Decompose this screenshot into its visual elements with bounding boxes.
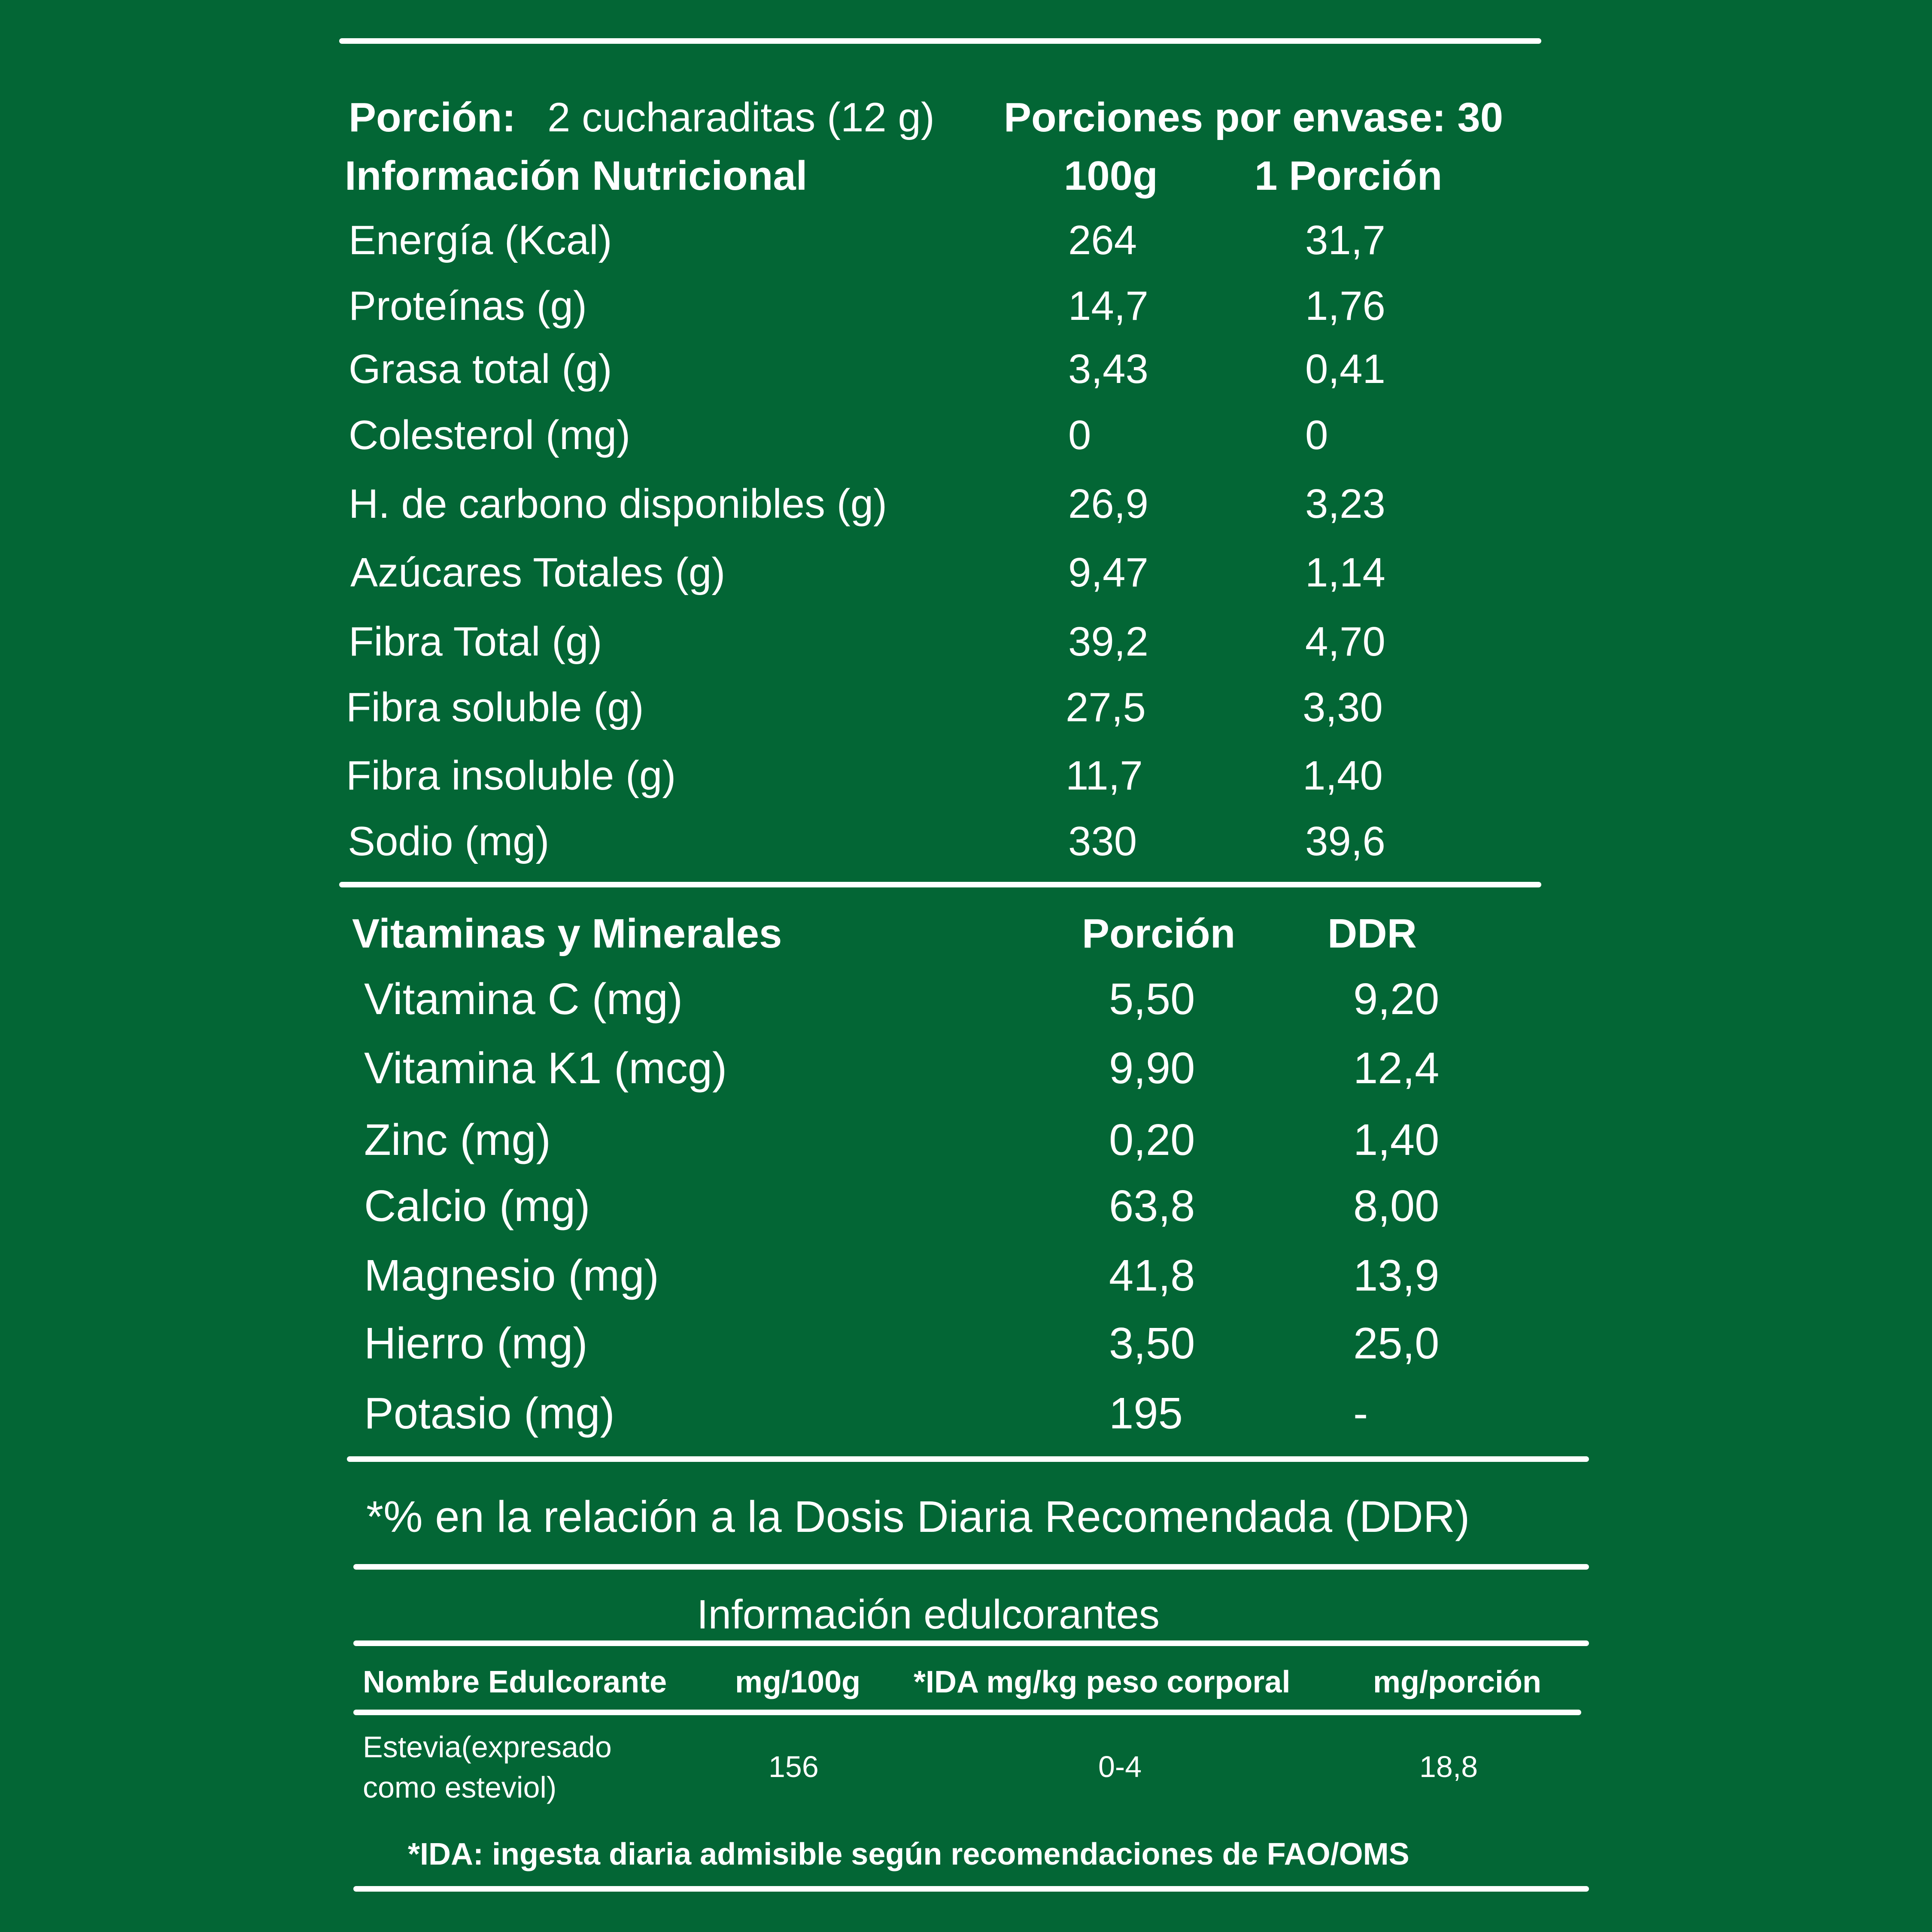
nutrient-name: Azúcares Totales (g) (350, 550, 726, 595)
nutrient-value-100g: 14,7 (1068, 283, 1148, 329)
portions-per-pack: Porciones por envase: 30 (1004, 94, 1504, 140)
vitamin-ddr: 9,20 (1353, 974, 1440, 1024)
nutrient-value-100g: 11,7 (1066, 753, 1143, 799)
sweetener-col-mg-portion: mg/porción (1373, 1665, 1541, 1699)
nutrient-value-100g: 330 (1068, 818, 1137, 864)
nutrient-name: Energía (Kcal) (349, 217, 612, 263)
sweetener-ida: 0-4 (1098, 1750, 1142, 1783)
vitamins-col-ddr: DDR (1327, 911, 1417, 957)
nutrient-value-100g: 0 (1068, 412, 1091, 458)
nutrient-value-100g: 39,2 (1068, 619, 1148, 665)
vitamin-name: Vitamina C (mg) (364, 974, 683, 1024)
vitamin-portion: 9,90 (1109, 1043, 1195, 1093)
vitamin-name: Vitamina K1 (mcg) (364, 1043, 727, 1093)
top-divider (339, 38, 1541, 44)
nutrition-col-portion: 1 Porción (1255, 153, 1443, 199)
nutrient-value-portion: 39,6 (1305, 818, 1385, 864)
sweetener-mg100g: 156 (769, 1750, 819, 1783)
vitamin-ddr: 25,0 (1353, 1318, 1440, 1368)
vitamin-ddr: - (1353, 1388, 1368, 1438)
vitamin-portion: 0,20 (1109, 1115, 1195, 1164)
nutrient-value-portion: 1,40 (1303, 753, 1383, 799)
sweetener-col-name: Nombre Edulcorante (363, 1665, 667, 1699)
sweetener-col-mg100g: mg/100g (735, 1665, 861, 1699)
ddr-note: *% en la relación a la Dosis Diaria Recomendada (DDR) (366, 1492, 1470, 1541)
nutrient-value-portion: 0 (1305, 412, 1328, 458)
ida-footnote: *IDA: ingesta diaria admisible según recomendaciones de FAO/OMS (408, 1837, 1410, 1871)
nutrient-value-100g: 3,43 (1068, 346, 1148, 392)
vitamin-name: Calcio (mg) (364, 1181, 590, 1230)
sweetener-name-line2: como esteviol) (363, 1771, 557, 1804)
vitamins-col-portion: Porción (1082, 911, 1236, 957)
vitamins-title: Vitaminas y Minerales (352, 911, 782, 957)
vitamin-ddr: 1,40 (1353, 1115, 1440, 1164)
nutrient-value-portion: 31,7 (1305, 217, 1385, 263)
nutrient-name: Sodio (mg) (348, 818, 550, 864)
vitamin-ddr: 8,00 (1353, 1181, 1440, 1230)
nutrient-name: Grasa total (g) (349, 346, 612, 392)
nutrient-value-portion: 1,14 (1305, 550, 1385, 595)
nutrient-name: Colesterol (mg) (349, 412, 631, 458)
vitamin-portion: 63,8 (1109, 1181, 1195, 1230)
sweeteners-title: Información edulcorantes (697, 1592, 1160, 1637)
nutrient-value-portion: 4,70 (1305, 619, 1385, 665)
vitamin-ddr: 13,9 (1353, 1251, 1440, 1300)
nutrient-name: Fibra Total (g) (349, 619, 602, 665)
sweetener-mg-portion: 18,8 (1419, 1750, 1478, 1783)
nutrient-value-portion: 0,41 (1305, 346, 1385, 392)
nutrient-value-100g: 27,5 (1066, 684, 1146, 730)
vitamin-portion: 41,8 (1109, 1251, 1195, 1300)
sweeteners-title-divider (353, 1640, 1589, 1646)
bottom-divider (353, 1886, 1589, 1892)
nutrient-value-portion: 3,23 (1305, 481, 1385, 527)
vitamin-portion: 3,50 (1109, 1318, 1195, 1368)
vitamin-name: Potasio (mg) (364, 1388, 615, 1438)
nutrition-col-100g: 100g (1064, 153, 1158, 199)
nutrient-name: Proteínas (g) (349, 283, 587, 329)
vitamin-name: Magnesio (mg) (364, 1251, 659, 1300)
sweetener-name-line1: Estevia(expresado (363, 1730, 612, 1764)
portion-label: Porción: (349, 94, 516, 140)
nutrition-divider (339, 882, 1541, 887)
nutrient-name: Fibra insoluble (g) (346, 753, 676, 799)
vitamin-name: Hierro (mg) (364, 1318, 588, 1368)
vitamins-divider (347, 1456, 1589, 1462)
portion-value: 2 cucharaditas (12 g) (547, 94, 935, 140)
vitamin-name: Zinc (mg) (364, 1115, 551, 1164)
sweeteners-header-divider (353, 1710, 1581, 1715)
vitamin-portion: 195 (1109, 1388, 1183, 1438)
sweeteners-top-divider (353, 1564, 1589, 1570)
sweetener-col-ida: *IDA mg/kg peso corporal (914, 1665, 1291, 1699)
nutrient-name: H. de carbono disponibles (g) (349, 481, 887, 527)
nutrient-value-100g: 26,9 (1068, 481, 1148, 527)
nutrient-value-portion: 3,30 (1303, 684, 1383, 730)
vitamin-ddr: 12,4 (1353, 1043, 1440, 1093)
vitamin-portion: 5,50 (1109, 974, 1195, 1024)
nutrient-name: Fibra soluble (g) (346, 684, 644, 730)
nutrient-value-100g: 264 (1068, 217, 1137, 263)
nutrient-value-100g: 9,47 (1068, 550, 1148, 595)
nutrient-value-portion: 1,76 (1305, 283, 1385, 329)
nutrition-title: Información Nutricional (345, 153, 808, 199)
